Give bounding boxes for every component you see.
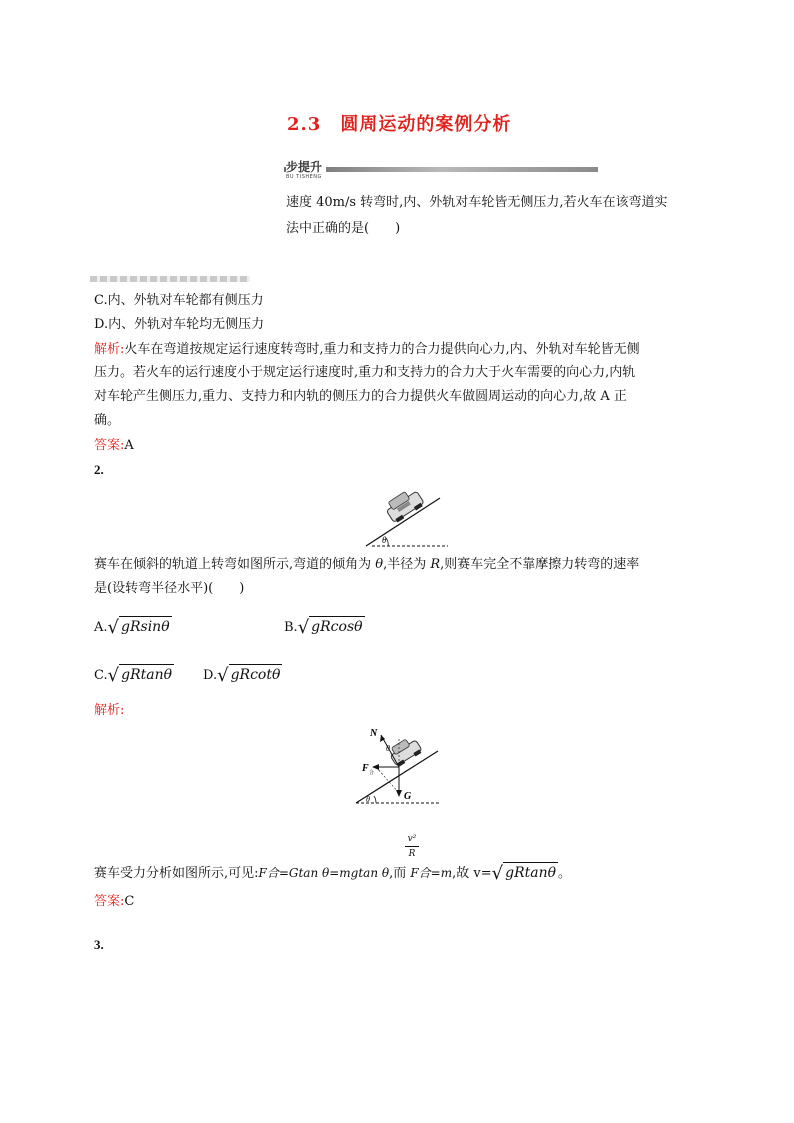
q1-analysis-line2: 压力。若火车的运行速度小于规定运行速度时,重力和支持力的合力大于火车需要的向心力,内轨 bbox=[94, 365, 636, 380]
q2-analysis-formula-line bbox=[94, 862, 571, 884]
q2-fraction bbox=[405, 834, 419, 859]
banner-heading: 步提升 bbox=[286, 158, 326, 175]
fig2-label-F-sub: 合 bbox=[369, 771, 375, 776]
banner-bar bbox=[284, 167, 598, 172]
q2-option-a-label: A. bbox=[94, 620, 108, 635]
q2-analysis-text-a: 赛车受力分析如图所示,可见: bbox=[94, 866, 259, 881]
q3-number: 3. bbox=[94, 937, 104, 952]
fig2-label-N: N bbox=[370, 728, 378, 739]
q2-frac-num: v² bbox=[407, 834, 417, 844]
q1-option-d: D.内、外轨对车轮均无侧压力 bbox=[94, 317, 265, 332]
banner-subheading: BU TISHENG bbox=[286, 174, 322, 180]
q2-result-radicand: gRtanθ bbox=[503, 862, 558, 883]
q2-option-c-label: C. bbox=[94, 668, 108, 683]
q2-option-d bbox=[203, 664, 282, 686]
q2-frac-bar bbox=[405, 846, 419, 847]
sqrt-symbol: √ gRcotθ bbox=[217, 665, 281, 686]
page-title: 2.3 圆周运动的案例分析 bbox=[287, 114, 512, 135]
q2-analysis-end: 。 bbox=[558, 866, 572, 881]
q2-option-b-label: B. bbox=[284, 620, 298, 635]
cropped-text-remnant bbox=[90, 276, 250, 282]
q2-formula1: F合=Gtan θ=mgtan θ bbox=[258, 866, 390, 880]
sqrt-symbol: √ gRsinθ bbox=[107, 617, 170, 638]
q1-answer-label: 答案: bbox=[94, 438, 125, 453]
q2-analysis-label: 解析: bbox=[94, 703, 125, 718]
q2-option-b-radicand: gRcosθ bbox=[309, 616, 364, 637]
q2-stem-text-c: ,则赛车完全不靠摩擦力转弯的速率 bbox=[440, 557, 640, 572]
q2-analysis-text-b: ,而 bbox=[389, 866, 411, 881]
q1-stem-line2: 法中正确的是( ) bbox=[286, 221, 401, 236]
q2-stem-line2: 是(设转弯半径水平)( ) bbox=[94, 581, 245, 596]
q2-option-b bbox=[284, 616, 365, 638]
q2-figure-incline bbox=[360, 480, 450, 552]
q2-figure-force-analysis bbox=[350, 725, 442, 807]
section-banner bbox=[284, 158, 598, 182]
q2-answer bbox=[94, 892, 134, 912]
q1-analysis-line1 bbox=[94, 340, 640, 360]
sqrt-symbol: √ gRtanθ bbox=[491, 863, 557, 884]
q2-analysis-text-c: ,故 v= bbox=[452, 866, 492, 881]
q1-option-c: C.内、外轨对车轮都有侧压力 bbox=[94, 293, 264, 308]
q2-option-a-radicand: gRsinθ bbox=[119, 616, 172, 637]
q2-stem-R: R bbox=[430, 557, 441, 572]
q2-frac-den: R bbox=[408, 849, 416, 859]
q2-stem-theta: θ bbox=[375, 557, 384, 572]
q2-option-d-label: D. bbox=[203, 668, 218, 683]
q1-analysis-line4: 确。 bbox=[94, 413, 121, 428]
q2-formula2-lhs: F合=m bbox=[410, 866, 453, 880]
q1-analysis-line3: 对车轮产生侧压力,重力、支持力和内轨的侧压力的合力提供火车做圆周运动的向心力,故 A 正 bbox=[94, 389, 627, 404]
q1-answer-value: A bbox=[124, 438, 134, 453]
q2-option-d-radicand: gRcotθ bbox=[229, 664, 283, 685]
q1-analysis-text1: 火车在弯道按规定运行速度转弯时,重力和支持力的合力提供向心力,内、外轨对车轮皆无侧 bbox=[124, 342, 640, 357]
q1-stem-line1: 速度 40m/s 转弯时,内、外轨对车轮皆无侧压力,若火车在该弯道实 bbox=[286, 195, 668, 210]
fig2-label-theta-base: θ bbox=[366, 795, 370, 804]
q2-answer-value: C bbox=[124, 894, 135, 909]
fig2-label-theta: θ bbox=[386, 744, 390, 753]
q2-stem-line1 bbox=[94, 555, 639, 575]
fig2-label-F: F bbox=[362, 763, 369, 774]
q2-option-c bbox=[94, 664, 174, 686]
q2-number: 2. bbox=[94, 462, 104, 477]
q2-stem-text-a: 赛车在倾斜的轨道上转弯如图所示,弯道的倾角为 bbox=[94, 557, 376, 572]
q2-answer-label: 答案: bbox=[94, 894, 125, 909]
sqrt-symbol: √ gRcosθ bbox=[297, 617, 363, 638]
q2-option-c-radicand: gRtanθ bbox=[119, 664, 174, 685]
q1-analysis-label: 解析: bbox=[94, 342, 125, 357]
fig1-angle-label: θ bbox=[382, 535, 387, 545]
fig2-label-G: G bbox=[404, 791, 412, 802]
q2-stem-text-b: ,半径为 bbox=[383, 557, 431, 572]
q1-answer bbox=[94, 436, 134, 456]
sqrt-symbol: √ gRtanθ bbox=[107, 665, 173, 686]
q2-option-a bbox=[94, 616, 172, 638]
